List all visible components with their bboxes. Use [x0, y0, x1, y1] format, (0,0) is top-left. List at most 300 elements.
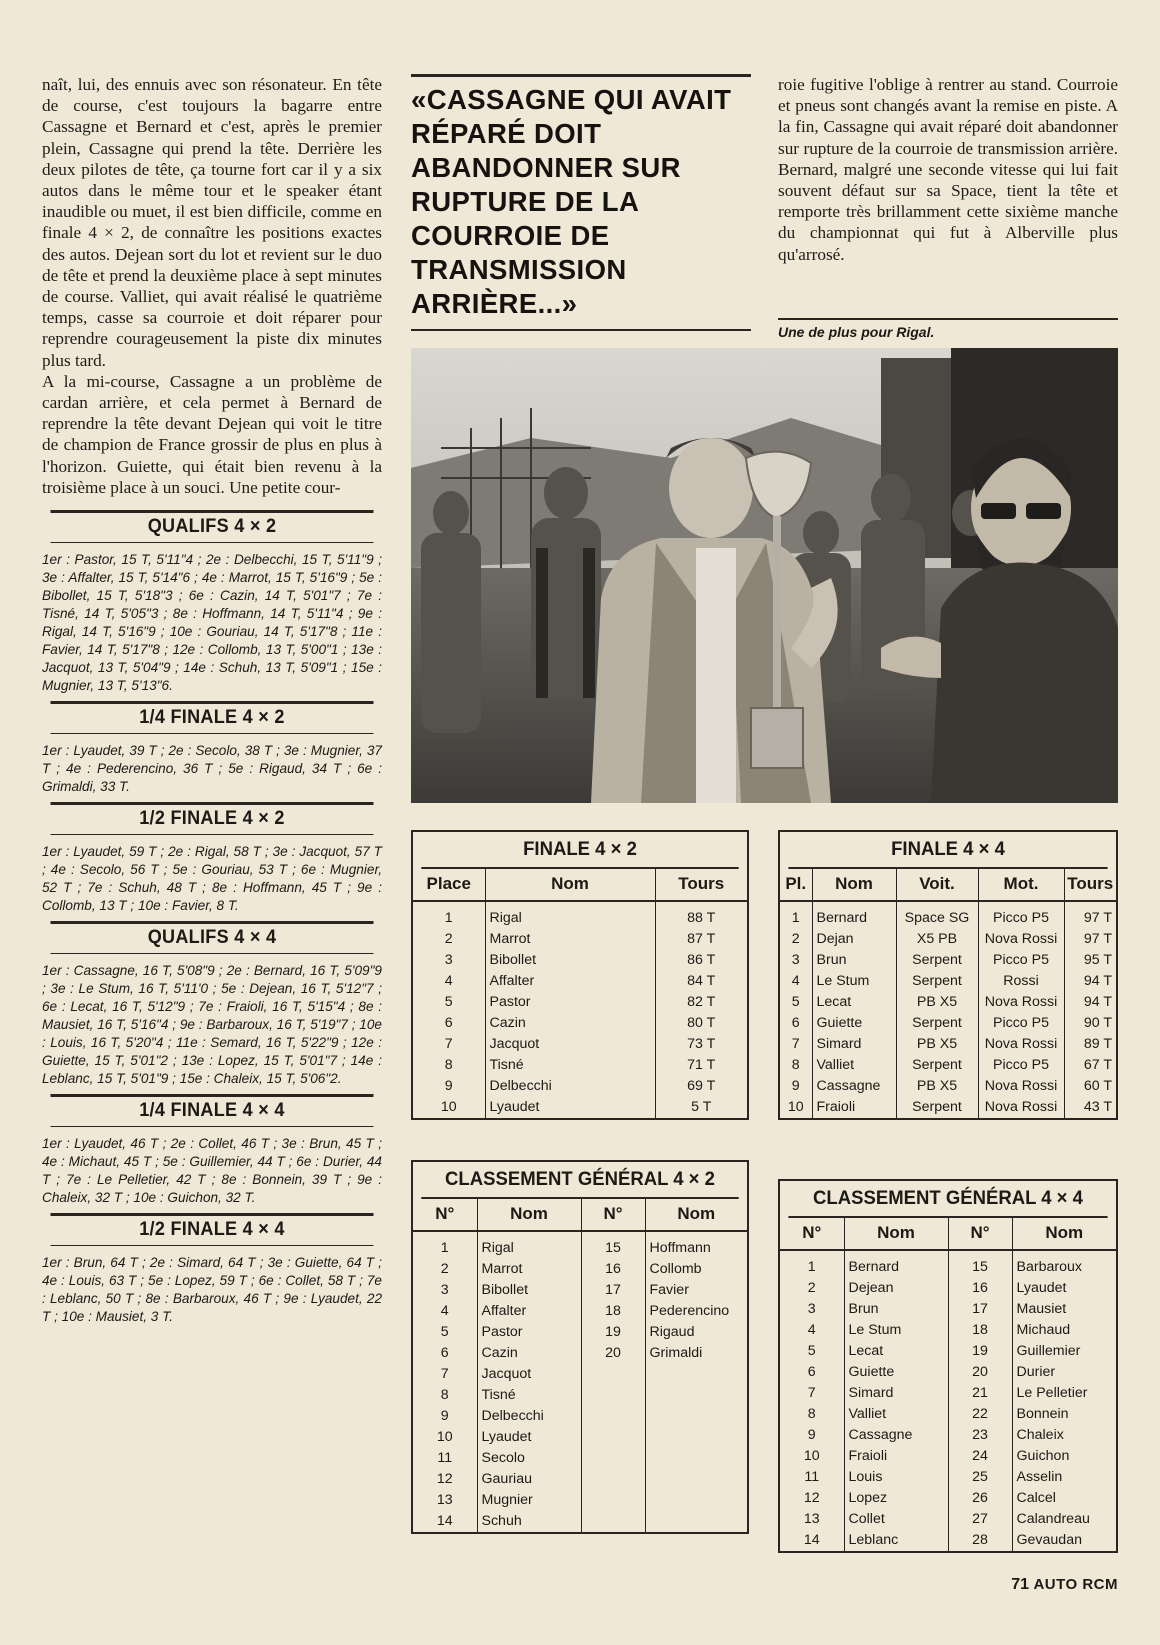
table-cell: 28 [948, 1530, 1012, 1551]
table-cell [581, 1427, 645, 1448]
result-text: 1er : Lyaudet, 59 T ; 2e : Rigal, 58 T ; 3e : Jacquot, 57 T ; 4e : Secolo, 56 T ; 5e : Gouriau, 53 T ; 6e : Mugnier, 52 T ; 7e : Schuh, 48 T ; 8e : Hoffmann, 45 T ; 9e : Collomb, 13 T ; 10e : Favier, 8 T. [42, 844, 382, 914]
table-row [413, 1076, 747, 1097]
result-section [42, 701, 382, 802]
table-cell: Serpent [896, 950, 978, 971]
table-cell [645, 1427, 747, 1448]
table-cell: Tisné [477, 1385, 581, 1406]
table-cell: Brun [844, 1299, 948, 1320]
table-title: FINALE 4 × 2 [421, 832, 738, 869]
table-cell: 7 [780, 1034, 812, 1055]
table-row [413, 901, 747, 929]
table-cell: Brun [812, 950, 896, 971]
table-row [413, 1055, 747, 1076]
table-cell: Favier [649, 1282, 689, 1298]
table-row [780, 1278, 1116, 1299]
table-cell: 10 [780, 1097, 812, 1118]
right-column [778, 74, 1118, 265]
table-cell: 8 [413, 1055, 485, 1076]
table-cell: PB X5 [896, 1034, 978, 1055]
table-cell: 3 [780, 1299, 844, 1320]
result-title: 1/4 FINALE 4 × 2 [51, 701, 374, 734]
table-cell: Le Stum [844, 1320, 948, 1341]
table-row [780, 1425, 1116, 1446]
table-row [413, 929, 747, 950]
table-row [780, 1076, 1116, 1097]
table-cell: Tisné [485, 1055, 655, 1076]
table-cell: 9 [780, 1076, 812, 1097]
header-number: N° [413, 1199, 477, 1231]
header-name: Nom [645, 1199, 747, 1231]
quote-rule [411, 329, 751, 331]
header-laps: Tours [1064, 869, 1116, 901]
table-cell: Bibollet [485, 950, 655, 971]
table-cell: 13 [413, 1490, 477, 1511]
table-cell: Picco P5 [978, 901, 1064, 929]
table-row [780, 1055, 1116, 1076]
result-title: QUALIFS 4 × 2 [51, 510, 374, 543]
table-cell: Marrot [477, 1259, 581, 1280]
table-cell [645, 1385, 747, 1406]
table-row [780, 1034, 1116, 1055]
table-row [413, 1231, 747, 1259]
result-text: 1er : Pastor, 15 T, 5'11"4 ; 2e : Delbecchi, 15 T, 5'11"9 ; 3e : Affalter, 15 T, 5'14"6 ; 4e : Marrot, 15 T, 5'16"9 ; 5e : Bibollet, 15 T, 5'18"3 ; 6e : Cazin, 14 T, 5'01"7 ; 7e : Tisné, 14 T, 5'05"3 ; 8e : Hoffmann, 14 T, 5'11"4 ; 9e : Rigal, 14 T, 5'16"9 ; 10e : Gouriau, 14 T, 5'17"8 ; 11e : Favier, 14 T, 5'17"8 ; 12e : Collomb, 13 T, 5'00"1 ; 13e : Jacquot, 13 T, 5'04"9 ; 14e : Schuh, 13 T, 5'09"1 ; 15e : Mugnier, 13 T, 5'13"6. [42, 552, 382, 694]
table-row [413, 1322, 747, 1343]
table-cell: Nova Rossi [978, 929, 1064, 950]
table-row [413, 1448, 747, 1469]
table-cell: 8 [780, 1055, 812, 1076]
table-cell: Jacquot [477, 1364, 581, 1385]
general-4x4-table [778, 1179, 1118, 1553]
table-cell: 95 T [1083, 952, 1112, 968]
table-cell: 12 [780, 1488, 844, 1509]
table-row [780, 1467, 1116, 1488]
table-cell: Fraioli [812, 1097, 896, 1118]
table-row [780, 971, 1116, 992]
table-cell: Mausiet [1016, 1301, 1067, 1317]
result-text: 1er : Lyaudet, 39 T ; 2e : Secolo, 38 T ; 3e : Mugnier, 37 T ; 4e : Pederencino, 36 T ; 5e : Rigaud, 34 T ; 6e : Grimaldi, 33 T. [42, 743, 382, 795]
table-cell: 3 [413, 1280, 477, 1301]
table-cell: 9 [780, 1425, 844, 1446]
table-cell: Lopez [844, 1488, 948, 1509]
table-cell: PB X5 [896, 1076, 978, 1097]
table-cell: 7 [413, 1364, 477, 1385]
table-row [780, 992, 1116, 1013]
table-cell: 86 T [687, 952, 716, 968]
result-title: 1/4 FINALE 4 × 4 [51, 1094, 374, 1127]
table-cell: 15 [948, 1250, 1012, 1278]
article-text-right: roie fugitive l'oblige à rentrer au stand. Courroie et pneus sont changés avant la remise en piste. A la fin, Cassagne qui avait réparé doit abandonner sur rupture de la courroie de transmission arrière. Bernard, malgré une seconde vitesse qui lui fait souvent défaut sur sa Space, tient la tête et remporte très brillamment cette sixième manche du championnat qui fut à Alberville plus qu'arrosé. [778, 75, 1118, 264]
table-row [780, 1250, 1116, 1278]
table-cell: 8 [413, 1385, 477, 1406]
table-cell: 69 T [687, 1078, 716, 1094]
table-cell: 14 [780, 1530, 844, 1551]
table-cell: Guichon [1016, 1448, 1070, 1464]
table-cell: Valliet [812, 1055, 896, 1076]
result-title: 1/2 FINALE 4 × 2 [51, 802, 374, 835]
table-cell: Rigal [485, 901, 655, 929]
table-cell: Calandreau [1016, 1511, 1090, 1527]
table-cell: 5 [413, 1322, 477, 1343]
table-cell: 4 [413, 1301, 477, 1322]
table-cell: 80 T [687, 1015, 716, 1031]
table-cell: Lecat [844, 1341, 948, 1362]
table-cell: 4 [780, 971, 812, 992]
header-place: Place [413, 869, 485, 901]
table-cell: 3 [413, 950, 485, 971]
article-paragraph-2: A la mi-course, Cassagne a un problème de cardan arrière, et cela permet à Bernard de reprendre la tête devant Dejean qui voit le titre de champion de France grossir de plus en plus à l'horizon. Guiette, qui était bien revenu à la troisième place à un souci. Une petite cour- [42, 371, 382, 497]
table-cell: 10 [413, 1427, 477, 1448]
table-cell: 6 [413, 1343, 477, 1364]
article-paragraph-1: naît, lui, des ennuis avec son résonateur. En tête de course, c'est toujours la bagarre entre Cassagne et Bernard et c'est, après le premier plein, Cassagne qui prend la tête. Derrière les deux pilotes de tête, ça tourne fort car il y a six autos dans le même tour et le speaker étant inaudible ou muet, il est bien difficile, comme en finale 4 × 2, de connaître les positions exactes des autos. Dejean sort du lot et revient sur le duo de tête et prend la deuxième place à sept minutes de course. Valliet, qui avait réalisé le quatrième temps, casse sa courroie et doit réparer pour reprendre courageusement la piste dix minutes plus tard. [42, 75, 382, 370]
article-text-left [42, 74, 382, 498]
table-cell: Lyaudet [477, 1427, 581, 1448]
table-cell: 19 [581, 1322, 645, 1343]
table-cell: Collomb [649, 1261, 702, 1277]
table-row [413, 992, 747, 1013]
table-cell [581, 1448, 645, 1469]
result-title: QUALIFS 4 × 4 [51, 921, 374, 954]
header-name: Nom [1012, 1218, 1116, 1250]
table-cell: 1 [780, 901, 812, 929]
table-cell: 67 T [1083, 1057, 1112, 1073]
pull-quote [411, 74, 751, 331]
table-cell: 4 [413, 971, 485, 992]
table-cell [645, 1511, 747, 1532]
table-cell: 19 [948, 1341, 1012, 1362]
general-4x2-grid [413, 1199, 747, 1532]
table-cell: 2 [413, 929, 485, 950]
photo-illustration [411, 348, 1118, 803]
table-row [413, 1490, 747, 1511]
table-cell: 25 [948, 1467, 1012, 1488]
table-cell: 12 [413, 1469, 477, 1490]
table-row [413, 1343, 747, 1364]
result-title: 1/2 FINALE 4 × 4 [51, 1213, 374, 1246]
table-row [413, 1280, 747, 1301]
table-cell: 13 [780, 1509, 844, 1530]
photo-caption: Une de plus pour Rigal. [778, 324, 935, 340]
table-cell: 89 T [1083, 1036, 1112, 1052]
table-cell: 6 [780, 1362, 844, 1383]
table-cell: Grimaldi [649, 1345, 703, 1361]
table-cell: 17 [948, 1299, 1012, 1320]
table-cell: 11 [413, 1448, 477, 1469]
table-cell [645, 1490, 747, 1511]
table-cell: Calcel [1016, 1490, 1056, 1506]
table-cell: Dejean [844, 1278, 948, 1299]
table-row [413, 950, 747, 971]
table-cell: Barbaroux [1016, 1259, 1082, 1275]
table-cell [581, 1385, 645, 1406]
table-cell: Gevaudan [1016, 1532, 1082, 1548]
table-cell: 24 [948, 1446, 1012, 1467]
table-cell: 1 [413, 901, 485, 929]
table-cell: Jacquot [485, 1034, 655, 1055]
table-cell: Dejan [812, 929, 896, 950]
result-section [42, 510, 382, 701]
table-cell: Simard [812, 1034, 896, 1055]
table-row [413, 1259, 747, 1280]
table-cell [581, 1406, 645, 1427]
table-cell: 84 T [687, 973, 716, 989]
table-row [413, 1469, 747, 1490]
finale-4x4-table [778, 830, 1118, 1120]
table-cell: Serpent [896, 971, 978, 992]
table-cell: Serpent [896, 1097, 978, 1118]
table-cell: Picco P5 [978, 1055, 1064, 1076]
table-cell: 21 [948, 1383, 1012, 1404]
page-number: 71 [1011, 1576, 1029, 1593]
page-footer [1011, 1576, 1118, 1594]
table-cell: Picco P5 [978, 1013, 1064, 1034]
header-name: Nom [812, 869, 896, 901]
table-cell: Cazin [485, 1013, 655, 1034]
table-cell: Delbecchi [485, 1076, 655, 1097]
table-row [780, 901, 1116, 929]
table-cell: Asselin [1016, 1469, 1063, 1485]
result-text: 1er : Cassagne, 16 T, 5'08"9 ; 2e : Bernard, 16 T, 5'09"9 ; 3e : Le Stum, 16 T, 5'11'0 ; 5e : Dejean, 16 T, 5'12"7 ; 6e : Lecat, 16 T, 5'12"9 ; 7e : Fraioli, 16 T, 5'15"4 ; 8e : Mausiet, 16 T, 5'16"4 ; 9e : Barbaroux, 16 T, 5'19"7 ; 10e : Louis, 16 T, 5'20"4 ; 11e : Semard, 16 T, 5'22"9 ; 12e : Guiette, 15 T, 5'01"2 ; 13e : Lopez, 15 T, 5'01"7 ; 14e : Leblanc, 15 T, 5'01"9 ; 15e : Chaleix, 15 T, 5'06"2. [42, 963, 382, 1087]
table-cell: Rossi [978, 971, 1064, 992]
table-cell: 7 [780, 1383, 844, 1404]
table-row [780, 1362, 1116, 1383]
table-cell: Durier [1016, 1364, 1056, 1380]
table-row [413, 971, 747, 992]
table-row [413, 1385, 747, 1406]
table-cell: Bonnein [1016, 1406, 1069, 1422]
table-cell: Serpent [896, 1055, 978, 1076]
table-row [413, 1511, 747, 1532]
header-name: Nom [844, 1218, 948, 1250]
table-cell: Nova Rossi [978, 992, 1064, 1013]
result-text: 1er : Lyaudet, 46 T ; 2e : Collet, 46 T ; 3e : Brun, 45 T ; 4e : Michaut, 45 T ; 5e : Guillemier, 44 T ; 6e : Durier, 44 T ; 7e : Le Pelletier, 42 T ; 8e : Bonnein, 39 T ; 9e : Chaleix, 32 T ; 10e : Guichon, 32 T. [42, 1136, 382, 1206]
table-cell: 20 [581, 1343, 645, 1364]
table-header-row [413, 869, 747, 901]
table-row [413, 1013, 747, 1034]
table-cell: Affalter [485, 971, 655, 992]
results-block [42, 510, 382, 1332]
table-cell: 90 T [1083, 1015, 1112, 1031]
header-number: N° [581, 1199, 645, 1231]
header-name: Nom [485, 869, 655, 901]
table-cell: 73 T [687, 1036, 716, 1052]
table-header-row [780, 1218, 1116, 1250]
table-cell: 17 [581, 1280, 645, 1301]
table-cell: 94 T [1083, 973, 1112, 989]
table-row [780, 1097, 1116, 1118]
table-cell: Schuh [477, 1511, 581, 1532]
table-cell: 3 [780, 950, 812, 971]
table-cell: 22 [948, 1404, 1012, 1425]
table-cell: Simard [844, 1383, 948, 1404]
table-row [780, 1320, 1116, 1341]
result-section [42, 921, 382, 1094]
table-cell: Pederencino [649, 1303, 730, 1319]
table-cell: 10 [413, 1097, 485, 1118]
table-cell: Valliet [844, 1404, 948, 1425]
general-4x2-table [411, 1160, 749, 1534]
table-cell: Serpent [896, 1013, 978, 1034]
table-cell: Rigal [477, 1231, 581, 1259]
table-cell: 14 [413, 1511, 477, 1532]
table-cell: Guiette [844, 1362, 948, 1383]
table-cell: Michaud [1016, 1322, 1071, 1338]
table-cell: 6 [780, 1013, 812, 1034]
table-cell: 5 [780, 1341, 844, 1362]
header-car: Voit. [896, 869, 978, 901]
table-cell: 10 [780, 1446, 844, 1467]
table-row [780, 1383, 1116, 1404]
pull-quote-text: «CASSAGNE QUI AVAIT RÉPARÉ DOIT ABANDONNER SUR RUPTURE DE LA COURROIE DE TRANSMISSION ARRIÈRE...» [411, 84, 732, 319]
table-cell: X5 PB [896, 929, 978, 950]
table-cell: 94 T [1083, 994, 1112, 1010]
table-cell: Le Pelletier [1016, 1385, 1088, 1401]
table-cell: 2 [413, 1259, 477, 1280]
table-cell: 7 [413, 1034, 485, 1055]
table-cell: Rigaud [649, 1324, 695, 1340]
table-row [780, 1488, 1116, 1509]
table-cell [581, 1364, 645, 1385]
table-cell: 23 [948, 1425, 1012, 1446]
table-cell [581, 1490, 645, 1511]
table-cell: Cassagne [844, 1425, 948, 1446]
table-cell: 9 [413, 1406, 477, 1427]
table-cell: 5 [413, 992, 485, 1013]
table-cell: 82 T [687, 994, 716, 1010]
caption-rule [778, 318, 1118, 320]
table-cell [645, 1469, 747, 1490]
result-text: 1er : Brun, 64 T ; 2e : Simard, 64 T ; 3e : Guiette, 64 T ; 4e : Louis, 63 T ; 5e : Lopez, 59 T ; 6e : Collet, 58 T ; 7e : Leblanc, 50 T ; 8e : Barbaroux, 46 T ; 9e : Lyaudet, 22 T ; 10e : Mausiet, 3 T. [42, 1255, 382, 1325]
table-cell: 2 [780, 929, 812, 950]
table-cell: Delbecchi [477, 1406, 581, 1427]
table-cell: 97 T [1083, 910, 1112, 926]
table-row [413, 1427, 747, 1448]
table-row [780, 1013, 1116, 1034]
table-cell: 18 [581, 1301, 645, 1322]
table-cell [645, 1364, 747, 1385]
table-cell: Guillemier [1016, 1343, 1081, 1359]
table-cell: 16 [948, 1278, 1012, 1299]
trophy-photo [411, 348, 1118, 803]
table-row [780, 1341, 1116, 1362]
magazine-name: AUTO RCM [1033, 1576, 1118, 1593]
table-cell: 71 T [687, 1057, 716, 1073]
table-cell: Lecat [812, 992, 896, 1013]
table-row [413, 1406, 747, 1427]
table-cell: Cazin [477, 1343, 581, 1364]
table-cell: Collet [844, 1509, 948, 1530]
table-header-row [780, 869, 1116, 901]
table-header-row [413, 1199, 747, 1231]
table-cell: 18 [948, 1320, 1012, 1341]
left-column [42, 74, 382, 1332]
header-name: Nom [477, 1199, 581, 1231]
table-row [413, 1097, 747, 1118]
result-section [42, 1094, 382, 1213]
general-4x4-grid [780, 1218, 1116, 1551]
table-cell: Nova Rossi [978, 1097, 1064, 1118]
table-cell: 88 T [687, 910, 716, 926]
table-cell: 6 [413, 1013, 485, 1034]
table-cell [581, 1511, 645, 1532]
table-cell: 97 T [1083, 931, 1112, 947]
header-laps: Tours [655, 869, 747, 901]
table-row [780, 1404, 1116, 1425]
table-cell: 2 [780, 1278, 844, 1299]
table-row [413, 1364, 747, 1385]
table-title: CLASSEMENT GÉNÉRAL 4 × 4 [788, 1181, 1107, 1218]
table-cell: Space SG [896, 901, 978, 929]
table-cell: 60 T [1083, 1078, 1112, 1094]
table-cell: Secolo [477, 1448, 581, 1469]
table-cell: 87 T [687, 931, 716, 947]
table-title: FINALE 4 × 4 [788, 832, 1107, 869]
table-cell: 8 [780, 1404, 844, 1425]
table-cell: 9 [413, 1076, 485, 1097]
table-cell: 4 [780, 1320, 844, 1341]
table-cell: 26 [948, 1488, 1012, 1509]
table-cell: Marrot [485, 929, 655, 950]
finale-4x2-grid [413, 869, 747, 1118]
finale-4x4-grid [780, 869, 1116, 1118]
table-cell: Fraioli [844, 1446, 948, 1467]
table-cell [645, 1406, 747, 1427]
table-cell: Bernard [844, 1250, 948, 1278]
table-row [780, 1446, 1116, 1467]
header-place: Pl. [780, 869, 812, 901]
table-cell: Nova Rossi [978, 1034, 1064, 1055]
table-cell: Pastor [485, 992, 655, 1013]
finale-4x2-table [411, 830, 749, 1120]
table-cell: 1 [413, 1231, 477, 1259]
table-cell: Le Stum [812, 971, 896, 992]
table-row [413, 1301, 747, 1322]
table-row [780, 1299, 1116, 1320]
table-row [780, 950, 1116, 971]
header-number: N° [780, 1218, 844, 1250]
table-cell: Affalter [477, 1301, 581, 1322]
table-cell: Leblanc [844, 1530, 948, 1551]
table-title: CLASSEMENT GÉNÉRAL 4 × 2 [421, 1162, 738, 1199]
table-cell: Louis [844, 1467, 948, 1488]
table-cell: 11 [780, 1467, 844, 1488]
table-cell: Hoffmann [649, 1240, 711, 1256]
table-cell: 1 [780, 1250, 844, 1278]
table-cell [581, 1469, 645, 1490]
table-cell: Pastor [477, 1322, 581, 1343]
table-cell: 15 [581, 1231, 645, 1259]
table-row [413, 1034, 747, 1055]
table-cell: 20 [948, 1362, 1012, 1383]
table-cell: 5 T [691, 1099, 712, 1115]
table-cell: 43 T [1083, 1099, 1112, 1115]
table-cell: 16 [581, 1259, 645, 1280]
result-section [42, 1213, 382, 1332]
table-cell: 5 [780, 992, 812, 1013]
header-engine: Mot. [978, 869, 1064, 901]
table-row [780, 929, 1116, 950]
result-section [42, 802, 382, 921]
table-cell: Lyaudet [485, 1097, 655, 1118]
table-cell: Gauriau [477, 1469, 581, 1490]
table-cell: Mugnier [477, 1490, 581, 1511]
table-cell: Chaleix [1016, 1427, 1064, 1443]
header-number: N° [948, 1218, 1012, 1250]
table-cell: 27 [948, 1509, 1012, 1530]
table-row [780, 1509, 1116, 1530]
table-cell: Bernard [812, 901, 896, 929]
table-cell: Guiette [812, 1013, 896, 1034]
table-cell: PB X5 [896, 992, 978, 1013]
